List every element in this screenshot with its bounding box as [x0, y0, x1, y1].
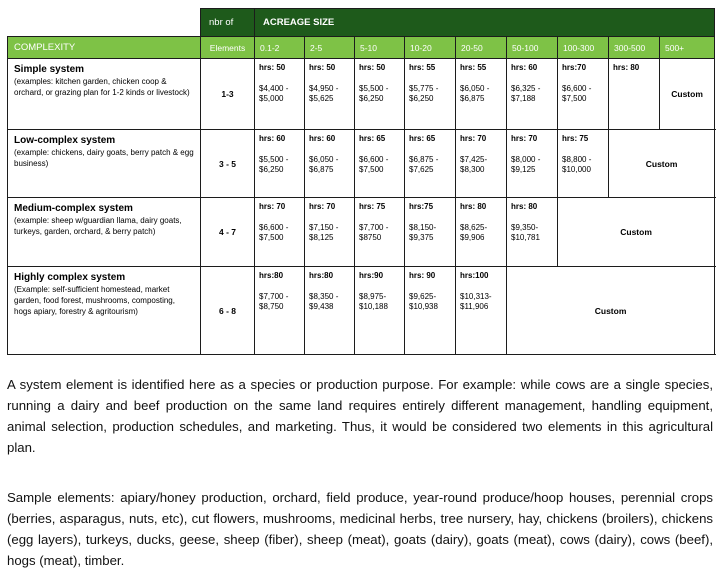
column-header-row	[8, 37, 715, 59]
price-cell	[355, 59, 405, 130]
price-cell	[507, 59, 558, 130]
hours-value: hrs:70	[562, 63, 587, 72]
price-cell	[255, 130, 305, 198]
price-range: $6,325 - $7,188	[511, 84, 541, 103]
price-range: $7,700 - $8,750	[259, 292, 289, 311]
hours-value: hrs: 70	[259, 202, 286, 211]
system-examples: (Example: self-sufficient homestead, market garden, food forest, mushrooms, composting, hogs apiary, forestry & agritourism)	[14, 285, 175, 316]
price-range: $8,000 - $9,125	[511, 155, 541, 174]
custom-pricing-cell: Custom	[660, 59, 715, 130]
price-range: $9,625- $10,938	[409, 292, 438, 311]
price-cell	[355, 267, 405, 355]
hours-value: hrs: 50	[259, 63, 286, 72]
system-examples: (example: sheep w/guardian llama, dairy goats, turkeys, garden, orchard, & berry patch)	[14, 216, 182, 236]
price-cell	[456, 59, 507, 130]
price-cell	[305, 130, 355, 198]
hours-value: hrs: 70	[309, 202, 336, 211]
price-cell	[305, 198, 355, 267]
hours-value: hrs:90	[359, 271, 384, 280]
complexity-header: COMPLEXITY	[8, 37, 201, 59]
system-name: Simple system	[14, 64, 85, 75]
system-name-cell	[8, 59, 201, 130]
acreage-column-header: 100-300	[558, 37, 609, 59]
hours-value: hrs: 55	[460, 63, 487, 72]
hours-value: hrs:75	[409, 202, 434, 211]
acreage-column-header: 50-100	[507, 37, 558, 59]
price-range: $8,800 - $10,000	[562, 155, 592, 174]
price-cell	[456, 130, 507, 198]
acreage-column-header: 5-10	[355, 37, 405, 59]
price-range: $8,350 - $9,438	[309, 292, 339, 311]
custom-pricing-cell: Custom	[609, 130, 715, 198]
hours-value: hrs: 80	[511, 202, 538, 211]
acreage-column-header: 500+	[660, 37, 715, 59]
system-name-cell	[8, 130, 201, 198]
hours-value: hrs: 70	[511, 134, 538, 143]
price-range: $8,150- $9,375	[409, 223, 437, 242]
hours-value: hrs: 50	[309, 63, 336, 72]
table-row	[8, 267, 715, 355]
price-cell	[255, 198, 305, 267]
price-cell	[507, 198, 558, 267]
price-range: $5,500 - $6,250	[259, 155, 289, 174]
table-row	[8, 130, 715, 198]
price-range: $7,150 - $8,125	[309, 223, 339, 242]
price-range: $6,050 - $6,875	[309, 155, 339, 174]
hours-value: hrs: 75	[359, 202, 386, 211]
hours-value: hrs: 65	[359, 134, 386, 143]
hours-value: hrs: 65	[409, 134, 436, 143]
price-cell	[405, 59, 456, 130]
acreage-size-header: ACREAGE SIZE	[255, 9, 715, 37]
custom-pricing-cell: Custom	[507, 267, 715, 355]
price-cell	[355, 198, 405, 267]
price-cell	[405, 267, 456, 355]
price-cell	[558, 59, 609, 130]
acreage-column-header: 10-20	[405, 37, 456, 59]
hours-value: hrs: 60	[259, 134, 286, 143]
hours-value: hrs: 50	[359, 63, 386, 72]
system-name: Medium-complex system	[14, 203, 133, 214]
hours-value: hrs: 75	[562, 134, 589, 143]
price-cell	[305, 59, 355, 130]
price-range: $8,625- $9,906	[460, 223, 488, 242]
price-cell	[609, 59, 660, 130]
price-range: $4,400 - $5,000	[259, 84, 289, 103]
nbr-of-header: nbr of	[201, 9, 255, 37]
header-blank	[8, 9, 201, 37]
price-range: $6,600 - $7,500	[259, 223, 289, 242]
hours-value: hrs: 60	[309, 134, 336, 143]
acreage-column-header: 0.1-2	[255, 37, 305, 59]
table-row	[8, 198, 715, 267]
price-range: $4,950 - $5,625	[309, 84, 339, 103]
hours-value: hrs: 80	[613, 63, 640, 72]
hours-value: hrs: 60	[511, 63, 538, 72]
acreage-column-header: 20-50	[456, 37, 507, 59]
price-cell	[405, 130, 456, 198]
price-cell	[456, 198, 507, 267]
price-range: $6,050 - $6,875	[460, 84, 490, 103]
elements-count: 1-3	[201, 59, 255, 130]
price-range: $5,775 - $6,250	[409, 84, 439, 103]
price-range: $6,600 - $7,500	[359, 155, 389, 174]
price-cell	[305, 267, 355, 355]
price-cell	[255, 59, 305, 130]
hours-value: hrs: 90	[409, 271, 436, 280]
elements-count: 3 - 5	[201, 130, 255, 198]
table-row	[8, 59, 715, 130]
element-definition-paragraph: A system element is identified here as a species or production purpose. For example: while cows are a single species, running a dairy and beef production on the same land requires entirely different management, handling equipment, animal selection, production schedules, and marketing. Thus, it would be considered two elements in this agricultural plan.	[7, 377, 713, 455]
price-range: $5,500 - $6,250	[359, 84, 389, 103]
custom-pricing-cell: Custom	[558, 198, 715, 267]
hours-value: hrs:100	[460, 271, 489, 280]
system-name-cell	[8, 267, 201, 355]
elements-count: 4 - 7	[201, 198, 255, 267]
hours-value: hrs:80	[259, 271, 284, 280]
acreage-column-header: 300-500	[609, 37, 660, 59]
price-cell	[507, 130, 558, 198]
hours-value: hrs: 80	[460, 202, 487, 211]
pricing-table	[7, 8, 715, 355]
system-name-cell	[8, 198, 201, 267]
system-name: Highly complex system	[14, 272, 126, 283]
price-cell	[355, 130, 405, 198]
elements-header: Elements	[201, 37, 255, 59]
hours-value: hrs:80	[309, 271, 334, 280]
price-cell	[456, 267, 507, 355]
price-range: $7,425- $8,300	[460, 155, 488, 174]
price-cell	[255, 267, 305, 355]
sample-elements-paragraph: Sample elements: apiary/honey production, orchard, field produce, year-round produce/hoop houses, perennial crops (berries, asparagus, nuts, etc), cut flowers, mushrooms, medicinal herbs, tree nursery, hay, chickens (broilers), chickens (egg layers), turkeys, ducks, geese, sheep (fiber), sheep (meat), goats (dairy), goats (meat), cows (dairy), cows (beef), hogs (meat), timber.	[7, 490, 713, 568]
price-cell	[405, 198, 456, 267]
price-range: $10,313- $11,906	[460, 292, 492, 311]
price-range: $6,875 - $7,625	[409, 155, 439, 174]
elements-count: 6 - 8	[201, 267, 255, 355]
system-examples: (examples: kitchen garden, chicken coop & orchard, or grazing plan for 1-2 kinds or livestock)	[14, 77, 190, 97]
price-range: $6,600 - $7,500	[562, 84, 592, 103]
table-header-row	[8, 9, 715, 37]
system-examples: (example: chickens, dairy goats, berry patch & egg business)	[14, 148, 194, 168]
price-cell	[558, 130, 609, 198]
hours-value: hrs: 55	[409, 63, 436, 72]
price-range: $7,700 - $8750	[359, 223, 389, 242]
acreage-column-header: 2-5	[305, 37, 355, 59]
price-range: $9,350- $10,781	[511, 223, 540, 242]
system-name: Low-complex system	[14, 135, 116, 146]
price-range: $8,975- $10,188	[359, 292, 388, 311]
hours-value: hrs: 70	[460, 134, 487, 143]
